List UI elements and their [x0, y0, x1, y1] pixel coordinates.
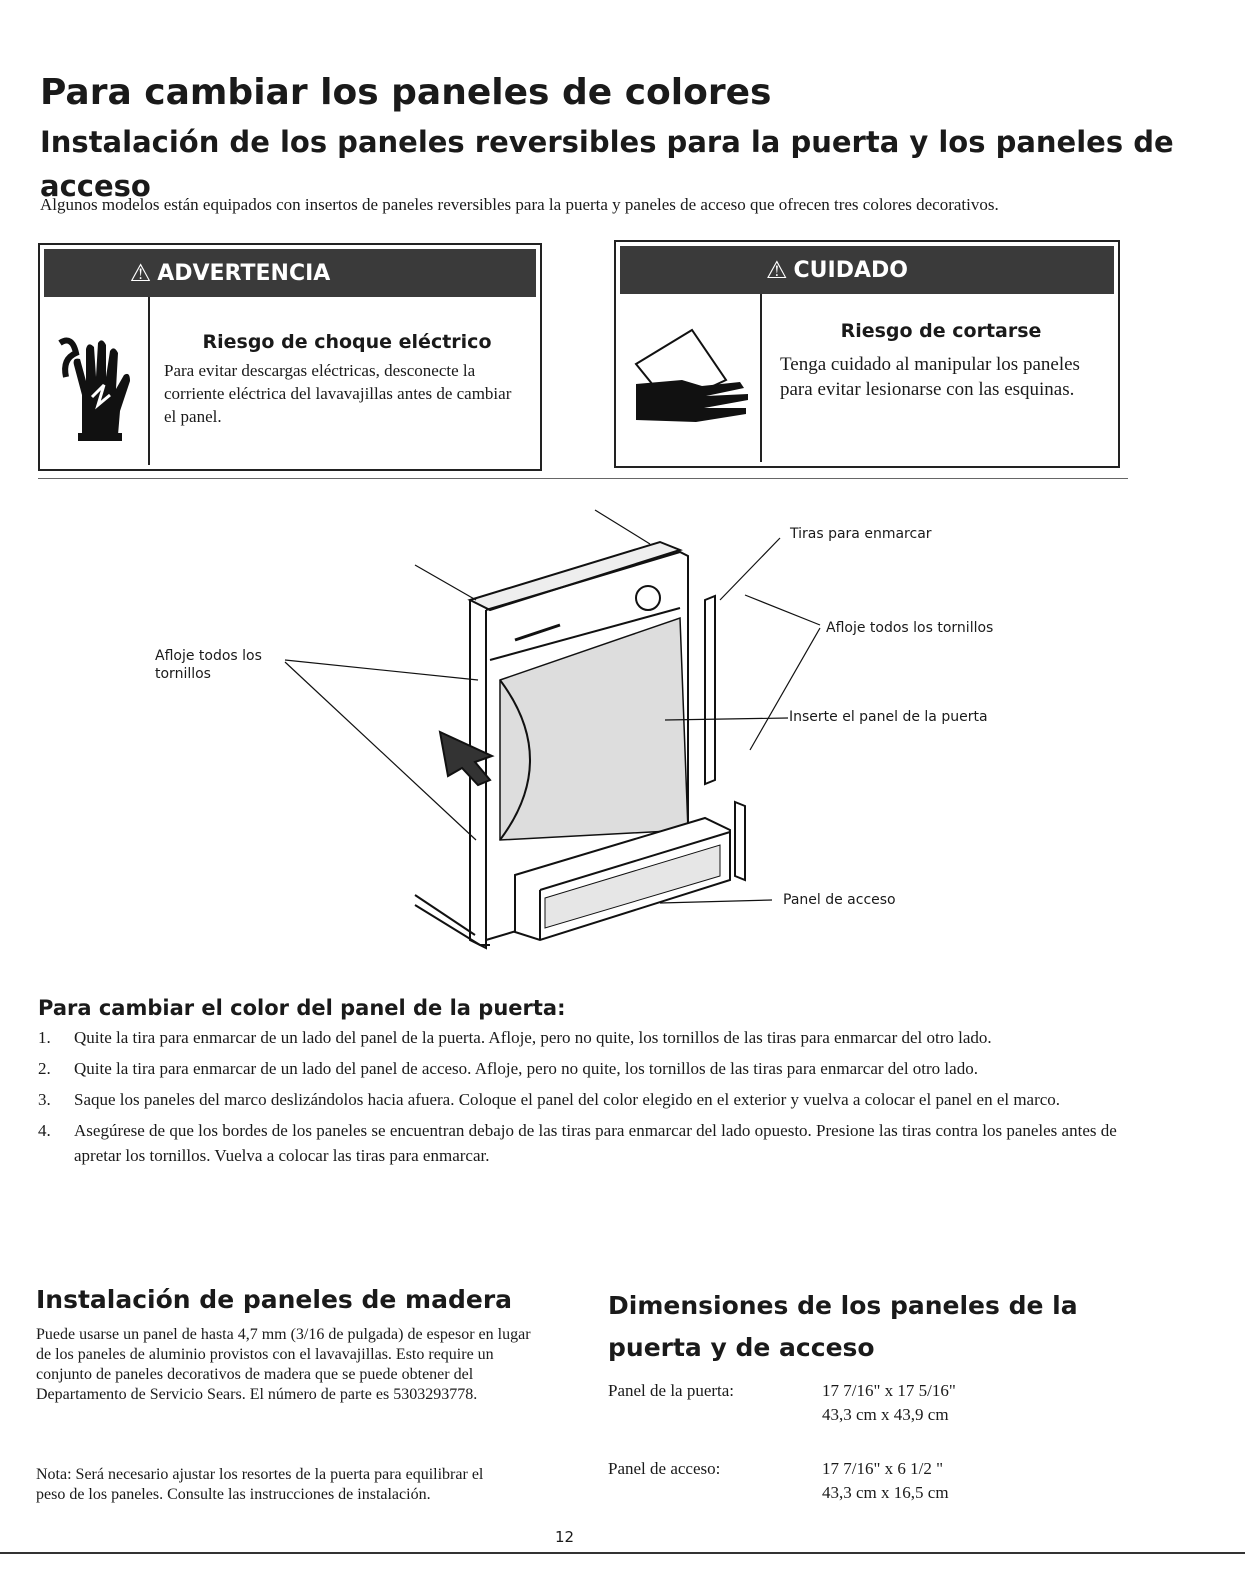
intro-paragraph: Algunos modelos están equipados con insertos de paneles reversibles para la puerta y paneles de acceso que ofrecen tres colores decorativos. — [40, 195, 999, 214]
warning-text: Para evitar descargas eléctricas, desconecte la corriente eléctrica del lavavajillas antes de cambiar el panel. — [164, 361, 512, 426]
dimensions-title: Dimensiones de los paneles de la puerta y de acceso — [608, 1291, 1078, 1362]
warning-header-label: ADVERTENCIA — [157, 260, 331, 286]
dimension-inches: 17 7/16" x 17 5/16" — [822, 1381, 956, 1400]
warning-header — [44, 249, 536, 297]
dimension-label: Panel de acceso: — [608, 1459, 721, 1478]
callout-insert-door-panel: Inserte el panel de la puerta — [789, 709, 988, 725]
steps-list — [38, 1025, 1138, 1174]
dimension-inches: 17 7/16" x 6 1/2 " — [822, 1459, 944, 1478]
wood-panels-title: Instalación de paneles de madera — [36, 1285, 513, 1314]
list-item: 2. Quite la tira para enmarcar de un lado del panel de acceso. Afloje, pero no quite, los tornillos de las tiras para enmarcar del otro lado. — [38, 1059, 978, 1078]
callout-access-panel: Panel de acceso — [783, 892, 896, 908]
callout-trim-strips: Tiras para enmarcar — [790, 526, 932, 542]
dishwasher-panel-diagram — [140, 500, 1040, 970]
cut-hand-icon — [626, 322, 756, 432]
callout-loosen-screws-left: Afloje todos los tornillos — [155, 648, 262, 682]
warning-box — [38, 243, 542, 471]
dimension-cm: 43,3 cm x 16,5 cm — [822, 1483, 949, 1502]
wood-panels-note: Nota: Será necesario ajustar los resortes de la puerta para equilibrar el peso de los paneles. Consulte las instrucciones de instalación. — [36, 1466, 484, 1503]
electric-shock-hand-icon — [52, 325, 140, 445]
list-item: 1. Quite la tira para enmarcar de un lado del panel de la puerta. Afloje, pero no quite, los tornillos de las tiras para enmarcar del otro lado. — [38, 1028, 992, 1047]
list-item: 3. Saque los paneles del marco deslizándolos hacia afuera. Coloque el panel del color elegido en el exterior y vuelva a colocar el panel en el marco. — [38, 1090, 1061, 1109]
dimension-label: Panel de la puerta: — [608, 1381, 735, 1400]
page-number: 12 — [555, 1528, 575, 1546]
warning-triangle-icon: ⚠ — [129, 259, 152, 287]
warning-title: Riesgo de choque eléctrico — [202, 331, 492, 353]
caution-header — [620, 246, 1114, 294]
wood-panels-text: Puede usarse un panel de hasta 4,7 mm (3/16 de pulgada) de espesor en lugar de los paneles de aluminio provistos con el lavavajillas. Esto require un conjunto de paneles decorativos de madera que se puede obtener del Departamento de Servicio Sears. El número de parte es 5303293778. — [36, 1326, 531, 1403]
page-title: Para cambiar los paneles de colores — [40, 72, 772, 113]
caution-triangle-icon: ⚠ — [766, 256, 788, 284]
caution-title: Riesgo de cortarse — [840, 320, 1042, 342]
dimension-cm: 43,3 cm x 43,9 cm — [822, 1405, 949, 1424]
page-subtitle: Instalación de los paneles reversibles para la puerta y los paneles de acceso — [40, 125, 1174, 203]
list-item: 4. Asegúrese de que los bordes de los paneles se encuentran debajo de las tiras para enmarcar del lado opuesto. Presione las tiras contra los paneles antes de apretar los tornillos. Vuelva a colocar las tiras para enmarcar. — [38, 1121, 1117, 1165]
caution-header-label: CUIDADO — [793, 257, 908, 283]
steps-title: Para cambiar el color del panel de la puerta: — [38, 996, 566, 1020]
callout-loosen-screws-right: Afloje todos los tornillos — [826, 620, 994, 636]
caution-box — [614, 240, 1120, 468]
caution-text: Tenga cuidado al manipular los paneles para evitar lesionarse con las esquinas. — [780, 354, 1080, 400]
